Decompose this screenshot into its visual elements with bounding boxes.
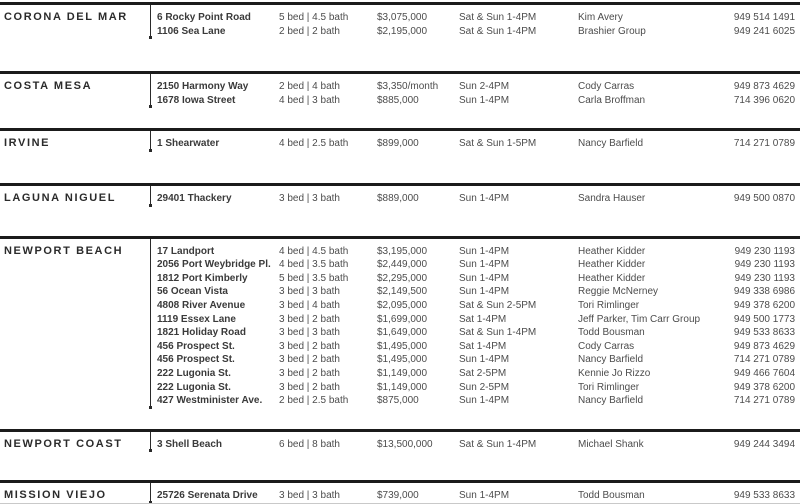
bedbath-cell: 2 bed | 4 bath [279, 81, 340, 93]
listing-rows [150, 5, 800, 38]
time-cell: Sun 2-4PM [459, 81, 510, 93]
listing-row [157, 272, 795, 286]
address-cell: 2150 Harmony Way [157, 81, 249, 93]
phone-cell: 949 230 1193 [734, 259, 795, 271]
listing-row [157, 340, 795, 354]
phone-cell: 949 466 7604 [733, 367, 795, 379]
bedbath-cell: 3 bed | 2 bath [279, 381, 340, 393]
listing-row [157, 11, 795, 25]
phone-cell: 949 378 6200 [733, 381, 795, 393]
address-cell: 29401 Thackery [157, 192, 232, 204]
price-cell: $2,149,500 [377, 286, 428, 298]
agent-cell: Jeff Parker, Tim Carr Group [578, 313, 701, 325]
time-cell: Sun 1-4PM [459, 259, 510, 271]
price-cell: $885,000 [377, 94, 419, 106]
price-cell: $889,000 [377, 192, 419, 204]
phone-cell: 714 271 0789 [733, 138, 795, 150]
agent-cell: Cody Carras [578, 81, 635, 93]
price-cell: $2,295,000 [377, 272, 428, 284]
city-section [0, 2, 800, 38]
address-cell: 456 Prospect St. [157, 354, 235, 366]
bedbath-cell: 5 bed | 4.5 bath [279, 12, 349, 23]
phone-cell: 949 514 1491 [733, 12, 795, 23]
time-cell: Sat 1-4PM [459, 313, 507, 325]
bedbath-cell: 3 bed | 2 bath [279, 354, 340, 366]
listing-row [157, 381, 795, 395]
price-cell: $875,000 [377, 395, 419, 407]
address-cell: 427 Westminister Ave. [157, 395, 263, 407]
agent-cell: Heather Kidder [578, 245, 646, 257]
city-name: LAGUNA NIGUEL [4, 191, 117, 204]
phone-cell: 949 230 1193 [734, 272, 795, 284]
price-cell: $3,075,000 [377, 12, 428, 23]
phone-cell: 949 533 8633 [733, 327, 795, 339]
bedbath-cell: 4 bed | 2.5 bath [279, 138, 349, 150]
price-cell: $1,149,000 [377, 381, 428, 393]
listing-row [157, 258, 795, 272]
listing-rows [150, 432, 800, 452]
agent-cell: Nancy Barfield [578, 138, 644, 150]
city-name: COSTA MESA [4, 80, 93, 93]
agent-cell: Todd Bousman [578, 327, 645, 339]
bedbath-cell: 3 bed | 2 bath [279, 340, 340, 352]
city-section [0, 128, 800, 151]
time-cell: Sun 1-4PM [459, 286, 510, 298]
phone-cell: 714 396 0620 [733, 94, 795, 106]
address-cell: 1119 Essex Lane [157, 313, 236, 325]
listing-row [157, 367, 795, 381]
section-marker-line-icon [150, 74, 151, 105]
phone-cell: 949 230 1193 [734, 245, 795, 257]
price-cell: $1,149,000 [377, 367, 428, 379]
phone-cell: 714 271 0789 [733, 354, 795, 366]
bedbath-cell: 3 bed | 2 bath [279, 367, 340, 379]
city-name: CORONA DEL MAR [4, 11, 128, 23]
listing-row [157, 137, 795, 151]
city-section [0, 71, 800, 107]
bedbath-cell: 3 bed | 3 bath [279, 192, 340, 204]
section-marker-line-icon [150, 432, 151, 450]
price-cell: $13,500,000 [377, 438, 433, 450]
listing-rows [150, 483, 800, 503]
listing-rows [150, 186, 800, 206]
price-cell: $2,449,000 [377, 259, 428, 271]
agent-cell: Nancy Barfield [578, 354, 644, 366]
time-cell: Sat & Sun 1-4PM [459, 327, 537, 339]
phone-cell: 949 533 8633 [733, 490, 795, 502]
address-cell: 1678 Iowa Street [157, 94, 236, 106]
bedbath-cell: 2 bed | 2.5 bath [279, 395, 349, 407]
agent-cell: Kim Avery [578, 12, 623, 23]
section-marker-line-icon [150, 483, 151, 501]
listing-row [157, 285, 795, 299]
listing-row [157, 394, 795, 408]
address-cell: 222 Lugonia St. [157, 381, 231, 393]
address-cell: 4808 River Avenue [157, 299, 246, 311]
listing-row [157, 192, 795, 206]
listing-row [157, 25, 795, 39]
listing-rows [150, 131, 800, 151]
city-name: NEWPORT BEACH [4, 244, 124, 257]
time-cell: Sun 2-5PM [459, 381, 510, 393]
time-cell: Sun 1-4PM [459, 94, 510, 106]
price-cell: $2,195,000 [377, 25, 428, 37]
phone-cell: 949 378 6200 [733, 299, 795, 311]
price-cell: $3,350/month [377, 81, 439, 93]
time-cell: Sat & Sun 1-5PM [459, 138, 537, 150]
agent-cell: Tori Rimlinger [578, 299, 640, 311]
listing-row [157, 245, 795, 259]
city-name: IRVINE [4, 137, 51, 150]
bedbath-cell: 5 bed | 3.5 bath [279, 272, 349, 284]
address-cell: 3 Shell Beach [157, 438, 223, 450]
phone-cell: 949 500 1773 [733, 313, 795, 325]
listing-row [157, 94, 795, 108]
agent-cell: Todd Bousman [578, 490, 645, 502]
phone-cell: 949 338 6986 [733, 286, 795, 298]
bedbath-cell: 4 bed | 3 bath [279, 94, 340, 106]
address-cell: 222 Lugonia St. [157, 367, 231, 379]
time-cell: Sat & Sun 1-4PM [459, 25, 537, 37]
price-cell: $739,000 [377, 490, 419, 502]
agent-cell: Carla Broffman [578, 94, 646, 106]
agent-cell: Kennie Jo Rizzo [578, 367, 651, 379]
time-cell: Sun 1-4PM [459, 245, 510, 257]
price-cell: $1,495,000 [377, 354, 428, 366]
agent-cell: Nancy Barfield [578, 395, 644, 407]
phone-cell: 949 873 4629 [733, 340, 795, 352]
bedbath-cell: 3 bed | 3 bath [279, 490, 340, 502]
section-marker-line-icon [150, 186, 151, 204]
phone-cell: 949 873 4629 [733, 81, 795, 93]
address-cell: 1821 Holiday Road [157, 327, 246, 339]
phone-cell: 949 244 3494 [733, 438, 795, 450]
listing-row [157, 80, 795, 94]
listing-row [157, 326, 795, 340]
time-cell: Sat & Sun 2-5PM [459, 299, 537, 311]
phone-cell: 949 500 0870 [733, 192, 795, 204]
address-cell: 456 Prospect St. [157, 340, 235, 352]
agent-cell: Reggie McNerney [578, 286, 659, 298]
price-cell: $2,095,000 [377, 299, 428, 311]
time-cell: Sat 1-4PM [459, 340, 507, 352]
price-cell: $1,649,000 [377, 327, 428, 339]
section-marker-line-icon [150, 239, 151, 406]
time-cell: Sun 1-4PM [459, 192, 510, 204]
section-marker-line-icon [150, 5, 151, 36]
listing-row [157, 353, 795, 367]
listing-rows [150, 74, 800, 107]
price-cell: $3,195,000 [377, 245, 428, 257]
phone-cell: 949 241 6025 [733, 25, 795, 37]
time-cell: Sat & Sun 1-4PM [459, 438, 537, 450]
listing-row [157, 489, 795, 503]
time-cell: Sat & Sun 1-4PM [459, 12, 537, 23]
agent-cell: Michael Shank [578, 438, 644, 450]
time-cell: Sun 1-4PM [459, 354, 510, 366]
agent-cell: Heather Kidder [578, 259, 646, 271]
section-marker-line-icon [150, 131, 151, 149]
bedbath-cell: 4 bed | 3.5 bath [279, 259, 349, 271]
address-cell: 1812 Port Kimberly [157, 272, 248, 284]
agent-cell: Cody Carras [578, 340, 635, 352]
address-cell: 56 Ocean Vista [157, 286, 228, 298]
agent-cell: Tori Rimlinger [578, 381, 640, 393]
time-cell: Sun 1-4PM [459, 395, 510, 407]
agent-cell: Heather Kidder [578, 272, 646, 284]
bedbath-cell: 3 bed | 2 bath [279, 313, 340, 325]
city-name: NEWPORT COAST [4, 437, 123, 450]
bedbath-cell: 2 bed | 2 bath [279, 25, 340, 37]
city-section [0, 480, 800, 503]
address-cell: 6 Rocky Point Road [157, 12, 251, 23]
listing-rows [150, 239, 800, 408]
city-name: MISSION VIEJO [4, 489, 107, 502]
city-section [0, 429, 800, 452]
bedbath-cell: 3 bed | 3 bath [279, 286, 340, 298]
agent-cell: Brashier Group [578, 25, 646, 37]
listing-row [157, 299, 795, 313]
bedbath-cell: 3 bed | 4 bath [279, 299, 340, 311]
time-cell: Sat 2-5PM [459, 367, 507, 379]
bedbath-cell: 3 bed | 3 bath [279, 327, 340, 339]
price-cell: $1,495,000 [377, 340, 428, 352]
listing-row [157, 438, 795, 452]
city-section [0, 236, 800, 408]
price-cell: $899,000 [377, 138, 419, 150]
phone-cell: 714 271 0789 [733, 395, 795, 407]
bedbath-cell: 6 bed | 8 bath [279, 438, 340, 450]
address-cell: 1106 Sea Lane [157, 25, 226, 37]
address-cell: 25726 Serenata Drive [157, 490, 258, 502]
time-cell: Sun 1-4PM [459, 272, 510, 284]
price-cell: $1,699,000 [377, 313, 428, 325]
bedbath-cell: 4 bed | 4.5 bath [279, 245, 349, 257]
address-cell: 2056 Port Weybridge Pl. [157, 259, 271, 271]
address-cell: 17 Landport [157, 245, 215, 257]
listing-row [157, 313, 795, 327]
time-cell: Sun 1-4PM [459, 490, 510, 502]
address-cell: 1 Shearwater [157, 138, 220, 150]
city-section [0, 183, 800, 206]
agent-cell: Sandra Hauser [578, 192, 646, 204]
